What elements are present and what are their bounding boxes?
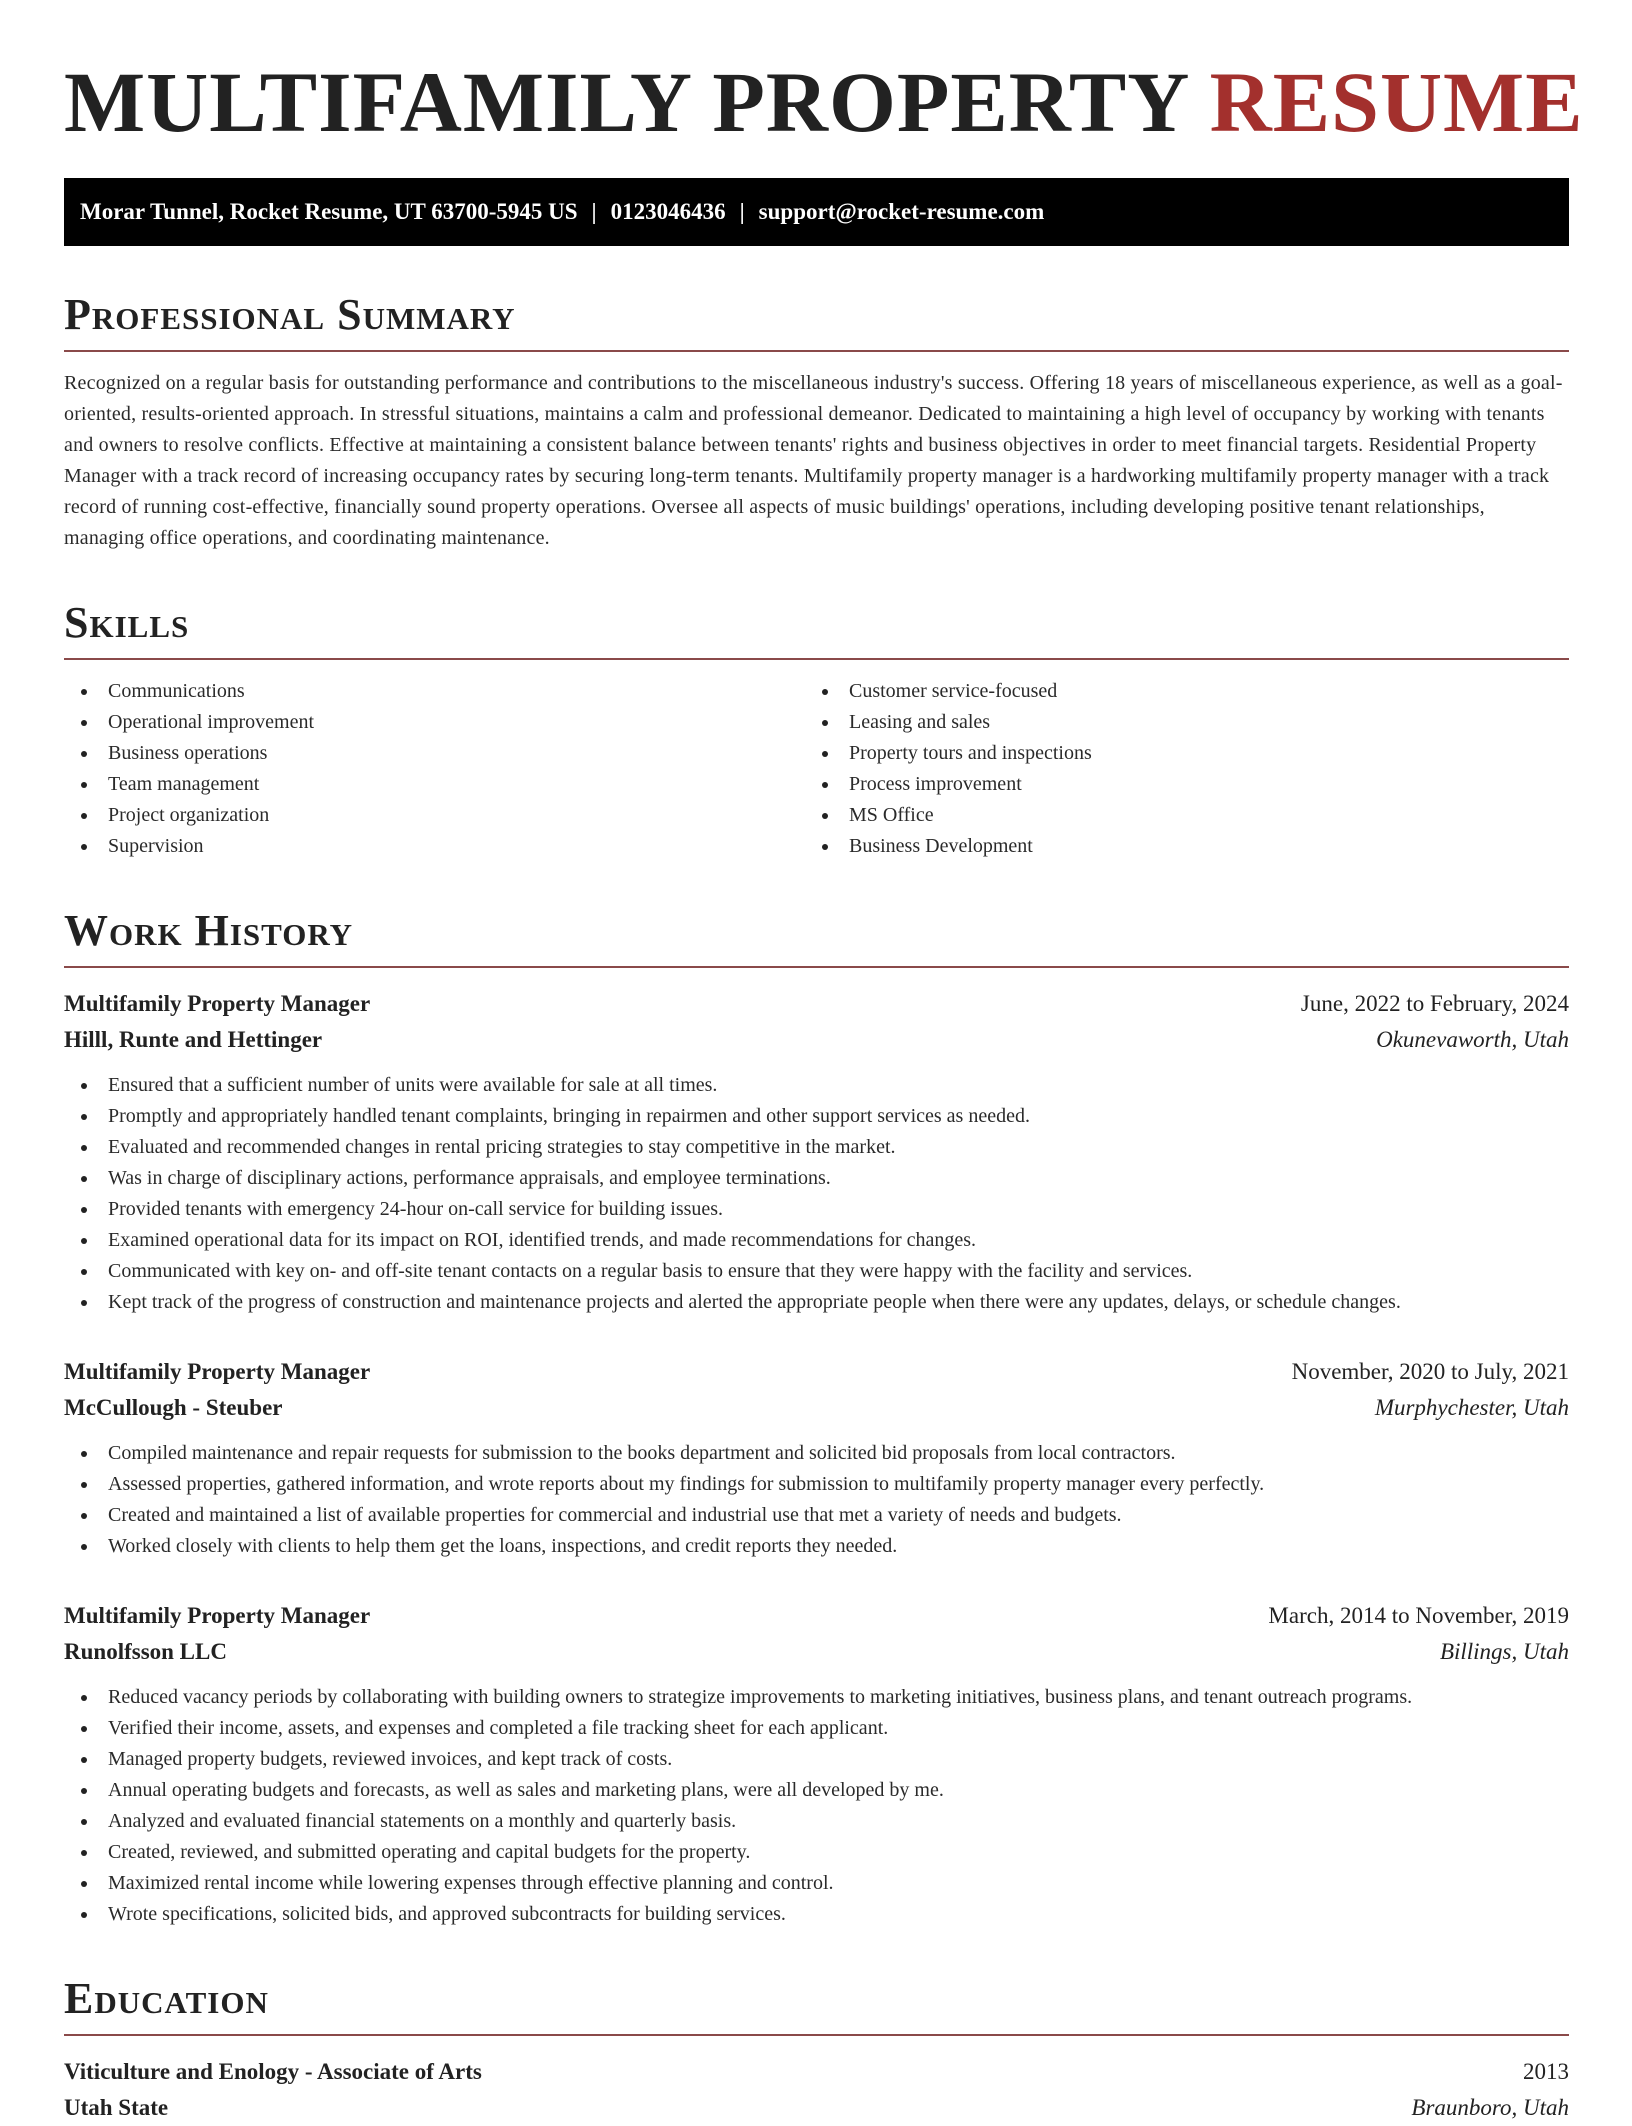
skill-item: Project organization <box>64 800 805 831</box>
job-bullet: Communicated with key on- and off-site tenant contacts on a regular basis to ensure that they were happy with the facility and services. <box>64 1256 1569 1287</box>
contact-separator: | <box>739 199 745 224</box>
job-bullets <box>64 1438 1569 1562</box>
job-dates: March, 2014 to November, 2019 <box>1268 1603 1569 1628</box>
job-company-row <box>64 1390 1569 1426</box>
skill-item: Team management <box>64 769 805 800</box>
job-location: Okunevaworth, Utah <box>1376 1027 1569 1052</box>
job-bullet: Was in charge of disciplinary actions, performance appraisals, and employee terminations. <box>64 1163 1569 1194</box>
education-section <box>64 1974 1569 2126</box>
work-history-heading: Work History <box>64 906 1569 968</box>
skill-item: Communications <box>64 676 805 707</box>
job-bullet: Wrote specifications, solicited bids, and approved subcontracts for building services. <box>64 1899 1569 1930</box>
contact-separator: | <box>591 199 597 224</box>
work-history-section <box>64 906 1569 1930</box>
job-location: Murphychester, Utah <box>1374 1395 1569 1420</box>
education-school-row <box>64 2090 1569 2126</box>
skills-section <box>64 598 1569 862</box>
education-year: 2013 <box>1523 2059 1569 2084</box>
education-degree: Viticulture and Enology - Associate of Arts <box>64 2059 482 2084</box>
skill-item: MS Office <box>805 800 1546 831</box>
skill-item: Operational improvement <box>64 707 805 738</box>
skills-column-left <box>64 676 805 862</box>
contact-email: support@rocket-resume.com <box>758 199 1045 224</box>
job-bullet: Evaluated and recommended changes in rental pricing strategies to stay competitive in the market. <box>64 1132 1569 1163</box>
job-entry <box>64 1354 1569 1562</box>
skill-item: Business operations <box>64 738 805 769</box>
job-bullet: Annual operating budgets and forecasts, as well as sales and marketing plans, were all developed by me. <box>64 1775 1569 1806</box>
job-location: Billings, Utah <box>1439 1639 1569 1664</box>
job-dates: November, 2020 to July, 2021 <box>1291 1359 1569 1384</box>
skill-item: Process improvement <box>805 769 1546 800</box>
job-company-row <box>64 1634 1569 1670</box>
summary-section <box>64 290 1569 554</box>
education-entry <box>64 2054 1569 2126</box>
job-bullet: Managed property budgets, reviewed invoices, and kept track of costs. <box>64 1744 1569 1775</box>
job-title: Multifamily Property Manager <box>64 1359 371 1384</box>
skills-list <box>64 676 1569 862</box>
job-header-row <box>64 986 1569 1022</box>
job-bullet: Kept track of the progress of construction and maintenance projects and alerted the appropriate people when there were any updates, delays, or schedule changes. <box>64 1287 1569 1318</box>
title-main: MULTIFAMILY PROPERTY <box>64 54 1188 150</box>
contact-address: Morar Tunnel, Rocket Resume, UT 63700-5945 US <box>80 199 578 224</box>
job-bullet: Verified their income, assets, and expenses and completed a file tracking sheet for each applicant. <box>64 1713 1569 1744</box>
job-title: Multifamily Property Manager <box>64 991 371 1016</box>
resume-content <box>64 54 1584 2126</box>
education-degree-row <box>64 2054 1569 2090</box>
summary-heading: Professional Summary <box>64 290 1569 352</box>
education-school: Utah State <box>64 2095 169 2120</box>
skill-item: Property tours and inspections <box>805 738 1546 769</box>
job-bullet: Maximized rental income while lowering expenses through effective planning and control. <box>64 1868 1569 1899</box>
job-bullet: Analyzed and evaluated financial statements on a monthly and quarterly basis. <box>64 1806 1569 1837</box>
title-accent: RESUME <box>1209 54 1584 150</box>
job-entry <box>64 1598 1569 1930</box>
education-heading: Education <box>64 1974 1569 2036</box>
job-bullet: Assessed properties, gathered information, and wrote reports about my findings for submission to multifamily property manager every perfectly. <box>64 1469 1569 1500</box>
job-company: Runolfsson LLC <box>64 1639 227 1664</box>
contact-bar <box>64 178 1569 246</box>
job-bullets <box>64 1682 1569 1930</box>
job-bullet: Reduced vacancy periods by collaborating with building owners to strategize improvements to marketing initiatives, business plans, and tenant outreach programs. <box>64 1682 1569 1713</box>
job-bullet: Worked closely with clients to help them get the loans, inspections, and credit reports they needed. <box>64 1531 1569 1562</box>
job-company-row <box>64 1022 1569 1058</box>
job-bullet: Created, reviewed, and submitted operating and capital budgets for the property. <box>64 1837 1569 1868</box>
job-bullet: Created and maintained a list of available properties for commercial and industrial use that met a variety of needs and budgets. <box>64 1500 1569 1531</box>
job-bullets <box>64 1070 1569 1318</box>
job-entry <box>64 986 1569 1318</box>
job-bullet: Promptly and appropriately handled tenant complaints, bringing in repairmen and other support services as needed. <box>64 1101 1569 1132</box>
job-bullet: Examined operational data for its impact on ROI, identified trends, and made recommendations for changes. <box>64 1225 1569 1256</box>
skills-heading: Skills <box>64 598 1569 660</box>
resume-title <box>64 54 1584 150</box>
job-title: Multifamily Property Manager <box>64 1603 371 1628</box>
skill-item: Supervision <box>64 831 805 862</box>
skills-column-right <box>805 676 1546 862</box>
job-dates: June, 2022 to February, 2024 <box>1300 991 1569 1016</box>
job-header-row <box>64 1598 1569 1634</box>
job-company: Hilll, Runte and Hettinger <box>64 1027 323 1052</box>
contact-phone: 0123046436 <box>610 199 726 224</box>
skill-item: Leasing and sales <box>805 707 1546 738</box>
summary-text: Recognized on a regular basis for outstanding performance and contributions to the miscellaneous industry's success. Offering 18 years of miscellaneous experience, as well as a goal-oriented, results-oriented approach. In stressful situations, maintains a calm and professional demeanor. Dedicated to maintaining a high level of occupancy by working with tenants and owners to resolve conflicts. Effective at maintaining a consistent balance between tenants' rights and business objectives in order to meet financial targets. Residential Property Manager with a track record of increasing occupancy rates by securing long-term tenants. Multifamily property manager is a hardworking multifamily property manager with a track record of running cost-effective, financially sound property operations. Oversee all aspects of music buildings' operations, including developing positive tenant relationships, managing office operations, and coordinating maintenance. <box>64 372 1563 549</box>
job-bullet: Ensured that a sufficient number of units were available for sale at all times. <box>64 1070 1569 1101</box>
job-bullet: Compiled maintenance and repair requests for submission to the books department and solicited bid proposals from local contractors. <box>64 1438 1569 1469</box>
job-bullet: Provided tenants with emergency 24-hour on-call service for building issues. <box>64 1194 1569 1225</box>
education-location: Braunboro, Utah <box>1411 2095 1569 2120</box>
job-header-row <box>64 1354 1569 1390</box>
skill-item: Business Development <box>805 831 1546 862</box>
job-company: McCullough - Steuber <box>64 1395 283 1420</box>
skill-item: Customer service-focused <box>805 676 1546 707</box>
